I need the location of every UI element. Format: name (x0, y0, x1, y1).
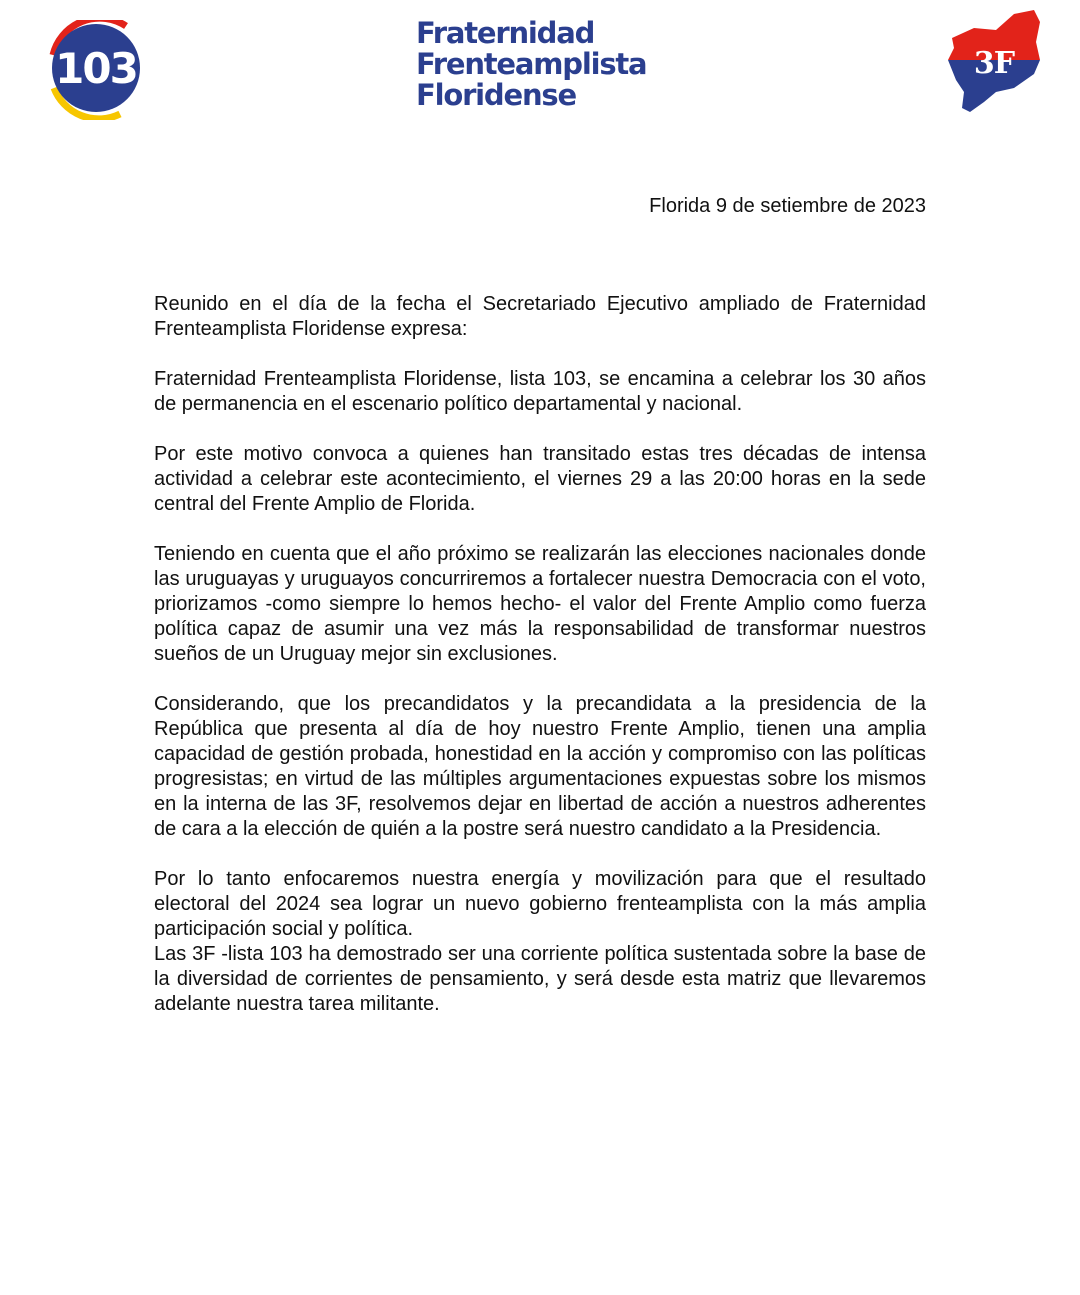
organization-title-line-1: Fraternidad (416, 16, 595, 50)
paragraph-mobilization: Por lo tanto enfocaremos nuestra energía y movilización para que el resultado electoral del 2024 sea lograr un nuevo gobierno frenteamplista con la más amplia participación social y política. (154, 868, 926, 940)
organization-title-line-2: Frenteamplista (416, 47, 647, 81)
3f-map-logo (944, 8, 1044, 116)
lista-103-logo (48, 20, 152, 120)
paragraph-celebration: Por este motivo convoca a quienes han transitado estas tres décadas de intensa actividad a celebrar este acontecimiento, el viernes 29 a las 20:00 horas en la sede central del Frente Amplio de Florida. (154, 443, 926, 515)
paragraph-elections: Teniendo en cuenta que el año próximo se realizarán las elecciones nacionales donde las uruguayas y uruguayos concurriremos a fortalecer nuestra Democracia con el voto, priorizamos -como siempre lo hemos hecho- el valor del Frente Amplio como fuerza política capaz de asumir una vez más la responsabilidad de transformar nuestros sueños de un Uruguay mejor sin exclusiones. (154, 543, 926, 665)
paragraph-closing: Las 3F -lista 103 ha demostrado ser una corriente política sustentada sobre la base de la diversidad de corrientes de pensamiento, y será desde esta matriz que llevaremos adelante nuestra tarea militante. (154, 943, 926, 1015)
logo-103-number: 103 (55, 43, 137, 93)
logo-3f-text: 3F (973, 46, 1015, 81)
letter-date: Florida 9 de setiembre de 2023 (649, 195, 926, 217)
organization-title (416, 18, 716, 111)
letter-body (154, 292, 926, 1017)
organization-title-line-3: Floridense (416, 78, 576, 112)
paragraph-intro: Reunido en el día de la fecha el Secretariado Ejecutivo ampliado de Fraternidad Frenteamplista Floridense expresa: (154, 293, 926, 340)
paragraph-anniversary: Fraternidad Frenteamplista Floridense, lista 103, se encamina a celebrar los 30 años de permanencia en el escenario político departamental y nacional. (154, 368, 926, 415)
paragraph-candidates: Considerando, que los precandidatos y la precandidata a la presidencia de la República que presenta al día de hoy nuestro Frente Amplio, tienen una amplia capacidad de gestión probada, honestidad en la acción y compromiso con las políticas progresistas; en virtud de las múltiples argumentaciones expuestas sobre los mismos en la interna de las 3F, resolvemos dejar en libertad de acción a nuestros adherentes de cara a la elección de quién a la postre será nuestro candidato a la Presidencia. (154, 693, 926, 840)
